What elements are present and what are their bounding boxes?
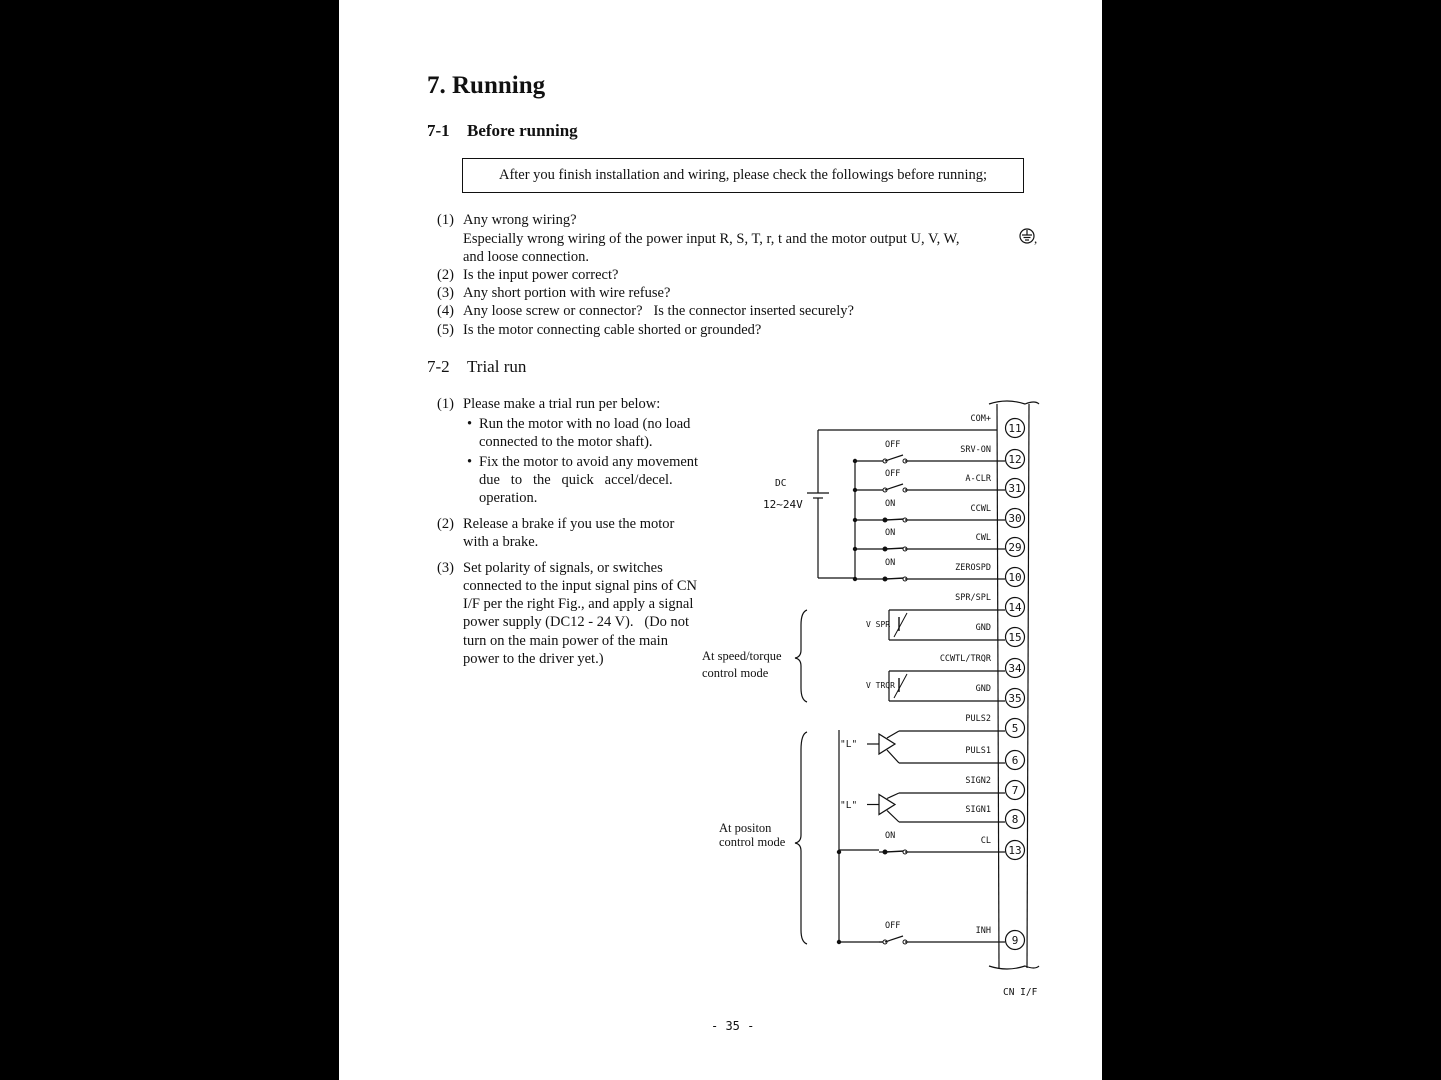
bullet-line: Run the motor with no load (no load (479, 416, 691, 432)
pin-number: 35 (1008, 692, 1022, 705)
bullet-mark: • (467, 416, 473, 432)
switch-state: ON (885, 528, 896, 538)
svg-text:,: , (1034, 231, 1038, 246)
subsection-number-7-1: 7-1 (427, 121, 450, 140)
switch-state: OFF (885, 469, 901, 479)
wiring-diagram (339, 0, 1102, 1080)
pin-name: SPR/SPL (955, 593, 991, 603)
pin-number: 34 (1008, 662, 1022, 675)
pin-name: SIGN1 (965, 805, 991, 815)
bullet-line: Fix the motor to avoid any movement (479, 454, 699, 470)
low-level-mark: "L" (840, 739, 858, 750)
pin-number: 29 (1008, 541, 1022, 554)
pin-name: CCWL (970, 504, 991, 514)
pin-number: 14 (1008, 601, 1022, 614)
wire (887, 811, 899, 823)
switch-state: ON (885, 831, 896, 841)
check-line: and loose connection. (463, 249, 590, 265)
check-line: Is the input power correct? (463, 267, 619, 283)
switch-lever (885, 936, 903, 942)
line-driver (879, 795, 895, 815)
pin-name: GND (975, 623, 991, 633)
junction-dot (853, 518, 857, 522)
pin-number: 6 (1011, 754, 1019, 767)
manual-page (339, 0, 1102, 1080)
switch-state: ON (885, 499, 896, 509)
wire (887, 731, 899, 738)
trial-text: Please make a trial run per below: (463, 396, 661, 412)
junction-dot (853, 547, 857, 551)
switch-lever (885, 484, 903, 490)
pin-name: A-CLR (965, 474, 991, 484)
pin-name: INH (975, 926, 991, 936)
vspr-label: V SPR (866, 620, 891, 629)
vtrqr-label: V TRQR (866, 681, 895, 690)
pin-number: 9 (1011, 934, 1019, 947)
pin-number: 30 (1008, 512, 1022, 525)
check-number: (1) (437, 212, 454, 228)
trial-line: Set polarity of signals, or switches (463, 560, 663, 576)
pin-number: 12 (1008, 453, 1022, 466)
check-line: Especially wrong wiring of the power input R, S, T, r, t and the motor output U, V, W, (463, 231, 960, 247)
check-line: Any short portion with wire refuse? (463, 285, 671, 301)
connector-label: CN I/F (1003, 987, 1038, 998)
bullet-mark: • (467, 454, 473, 470)
pin-number: 11 (1008, 422, 1022, 435)
check-line: Any wrong wiring? (463, 212, 577, 228)
pin-number: 10 (1008, 571, 1022, 584)
switch-lever (885, 548, 905, 549)
pin-number: 7 (1011, 784, 1019, 797)
pin-name: CCWTL/TRQR (939, 654, 991, 664)
line-driver (879, 734, 895, 754)
pin-number: 8 (1011, 813, 1019, 826)
trial-line: connected to the input signal pins of CN (463, 578, 697, 594)
pin-number: 15 (1008, 631, 1022, 644)
pin-name: SIGN2 (965, 776, 991, 786)
switch-lever (885, 455, 903, 461)
trial-line: power to the driver yet.) (463, 651, 604, 667)
speed-mode-label: At speed/torque (702, 649, 782, 663)
pin-name: ZEROSPD (955, 563, 991, 573)
junction-dot (837, 940, 841, 944)
pin-name: PULS1 (965, 746, 991, 756)
subsection-number-7-2: 7-2 (427, 357, 450, 376)
check-line: Is the motor connecting cable shorted or grounded? (463, 322, 762, 338)
check-number: (2) (437, 267, 454, 283)
check-number: (3) (437, 285, 454, 301)
trial-line: turn on the main power of the main (463, 633, 668, 649)
pin-number: 5 (1011, 722, 1019, 735)
subsection-title-before-running: Before running (467, 121, 578, 140)
pin-number: 13 (1008, 844, 1022, 857)
section-title: 7. Running (427, 72, 546, 99)
page-number: - 35 - (711, 1019, 755, 1033)
position-mode-label: At positon (719, 821, 772, 835)
trial-line: power supply (DC12 - 24 V). (Do not (463, 614, 690, 630)
trial-number: (1) (437, 396, 454, 412)
wire (887, 750, 899, 763)
pin-name: CWL (975, 533, 991, 543)
switch-state: OFF (885, 440, 901, 450)
pin-name: CL (980, 836, 991, 846)
trial-number: (3) (437, 560, 454, 576)
trial-line: I/F per the right Fig., and apply a signal (463, 596, 694, 612)
potentiometer-arrow (894, 674, 907, 698)
check-number: (4) (437, 303, 454, 319)
bullet-line: connected to the motor shaft). (479, 434, 653, 450)
junction-dot (853, 488, 857, 492)
position-mode-label: control mode (719, 835, 786, 849)
junction-dot (837, 850, 841, 854)
junction-dot (853, 459, 857, 463)
bullet-line: due to the quick accel/decel. (479, 472, 673, 488)
check-number: (5) (437, 322, 454, 338)
trial-number: (2) (437, 516, 454, 532)
switch-state: OFF (885, 921, 901, 931)
check-line: Any loose screw or connector? Is the connector inserted securely? (463, 303, 854, 319)
trial-line: Release a brake if you use the motor (463, 516, 675, 532)
pin-name: SRV-ON (960, 445, 991, 455)
dc-voltage-label: 12~24V (763, 498, 803, 511)
pin-name: PULS2 (965, 714, 991, 724)
speed-mode-label: control mode (702, 666, 769, 680)
switch-lever (885, 519, 905, 520)
pin-name: COM+ (970, 414, 991, 424)
wire (887, 793, 899, 799)
pin-name: GND (975, 684, 991, 694)
switch-lever (885, 851, 905, 852)
pin-number: 31 (1008, 482, 1022, 495)
callout-text: After you finish installation and wiring, please check the followings before running; (498, 167, 988, 183)
potentiometer-arrow (894, 613, 907, 637)
switch-lever (885, 578, 905, 579)
bullet-line: operation. (479, 490, 538, 506)
switch-state: ON (885, 558, 896, 568)
subsection-title-trial-run: Trial run (467, 357, 527, 376)
junction-dot (853, 577, 857, 581)
dc-label: DC (775, 478, 787, 489)
trial-line: with a brake. (463, 534, 539, 550)
low-level-mark: "L" (840, 800, 858, 811)
